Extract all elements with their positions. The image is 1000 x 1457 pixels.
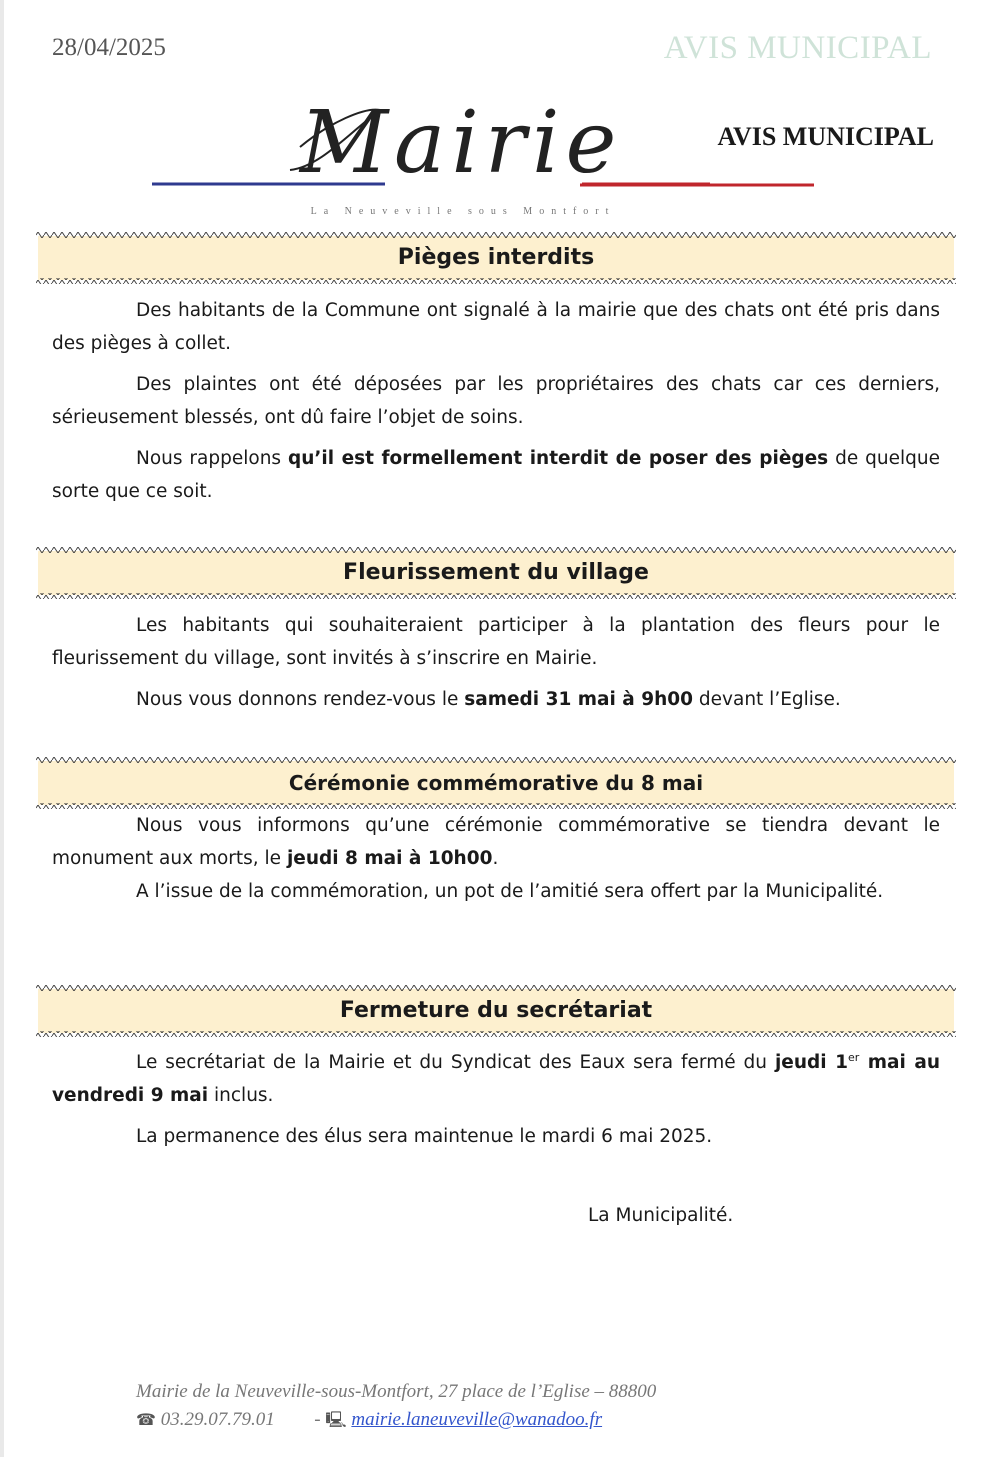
paragraph: Le secrétariat de la Mairie et du Syndicat des Eaux sera fermé du jeudi 1er mai au vendredi 9 mai inclus. — [52, 1051, 940, 1107]
section-title: Fleurissement du village — [343, 560, 649, 585]
paragraph: Nous rappelons qu’il est formellement interdit de poser des pièges de quelque sorte que ce soit. — [52, 448, 940, 502]
computer-icon: 🖳 — [325, 1412, 347, 1429]
flag-red-line — [580, 181, 816, 189]
page-edge — [0, 0, 4, 1457]
paragraph: Nous vous donnons rendez-vous le samedi 31 mai à 9h00 devant l’Eglise. — [136, 689, 841, 710]
paragraph: Des habitants de la Commune ont signalé à la mairie que des chats ont été pris dans des pièges à collet. — [52, 300, 940, 354]
section-fleurissement — [52, 547, 940, 724]
logo-subtitle: La Neuveville sous Montfort — [310, 206, 616, 217]
phone-icon: ☎ — [136, 1412, 156, 1429]
section-title: Cérémonie commémorative du 8 mai — [288, 771, 704, 795]
mairie-logo — [150, 92, 710, 222]
footer — [136, 1378, 656, 1435]
section-title: Pièges interdits — [397, 245, 595, 270]
section-title: Fermeture du secrétariat — [339, 998, 653, 1023]
footer-phone: 03.29.07.79.01 — [160, 1409, 275, 1430]
footer-contact — [136, 1406, 656, 1435]
section-pieges — [52, 232, 940, 516]
paragraph: A l’issue de la commémoration, un pot de l’amitié sera offert par la Municipalité. — [136, 881, 884, 902]
section-ceremonie — [52, 757, 940, 916]
paragraph: Les habitants qui souhaiteraient participer à la plantation des fleurs pour le fleurissement du village, sont invités à s’inscrire en Mairie. — [52, 615, 940, 669]
signature: La Municipalité. — [588, 1205, 734, 1226]
section-banner — [36, 985, 956, 1037]
paragraph: Nous vous informons qu’une cérémonie commémorative se tiendra devant le monument aux morts, le jeudi 8 mai à 10h00. — [52, 815, 940, 869]
footer-address: Mairie de la Neuveville-sous-Montfort, 27 place de l’Eglise – 88800 — [136, 1381, 657, 1402]
header-title: AVIS MUNICIPAL — [717, 122, 934, 151]
document-date: 28/04/2025 — [52, 34, 166, 61]
footer-separator: - — [314, 1409, 321, 1430]
logo-word: Mairie — [300, 93, 623, 193]
section-fermeture — [52, 985, 940, 1161]
section-banner — [36, 757, 956, 809]
section-banner — [36, 547, 956, 599]
paragraph: Des plaintes ont été déposées par les propriétaires des chats car ces derniers, sérieusement blessés, ont dû faire l’objet de soins. — [52, 374, 940, 428]
section-banner — [36, 232, 956, 284]
header-watermark: AVIS MUNICIPAL — [663, 30, 932, 66]
paragraph: La permanence des élus sera maintenue le mardi 6 mai 2025. — [136, 1126, 713, 1148]
footer-email-link[interactable]: mairie.laneuveville@wanadoo.fr — [351, 1409, 603, 1430]
